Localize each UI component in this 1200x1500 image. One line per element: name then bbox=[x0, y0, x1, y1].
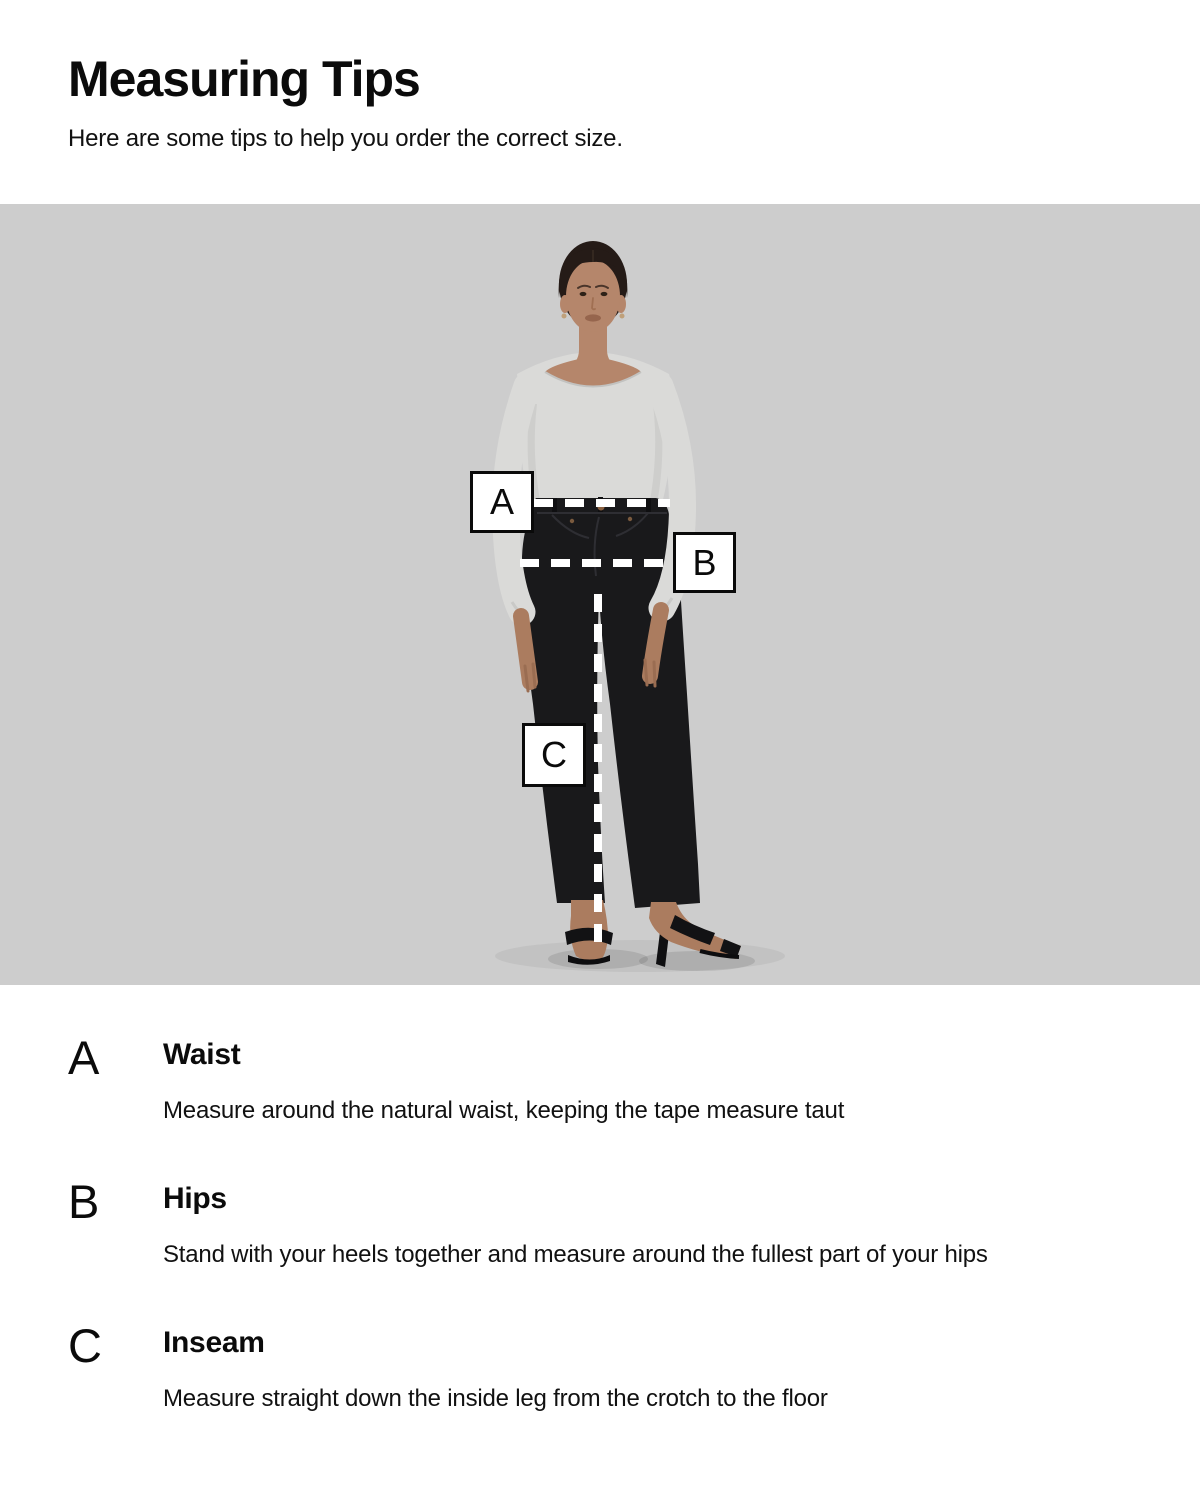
inseam-marker-letter: C bbox=[541, 734, 567, 775]
tip-letter: C bbox=[68, 1319, 102, 1372]
tips-list bbox=[68, 1031, 1148, 1468]
tip-body bbox=[163, 1324, 1148, 1414]
page-title: Measuring Tips bbox=[68, 51, 420, 107]
size-guide-photo bbox=[0, 204, 1200, 985]
tip-name: Inseam bbox=[163, 1326, 265, 1359]
tip-letter: A bbox=[68, 1031, 100, 1084]
page-subtitle: Here are some tips to help you order the correct size. bbox=[68, 125, 623, 152]
tip-description: Stand with your heels together and measure around the fullest part of your hips bbox=[163, 1241, 988, 1268]
tip-body bbox=[163, 1036, 1148, 1126]
hips-marker-letter: B bbox=[692, 541, 717, 583]
tip-description: Measure straight down the inside leg from the crotch to the floor bbox=[163, 1385, 828, 1412]
tip-row-waist bbox=[68, 1031, 1148, 1126]
inseam-marker-box bbox=[522, 723, 586, 787]
tip-row-inseam bbox=[68, 1319, 1148, 1414]
tip-description: Measure around the natural waist, keeping the tape measure taut bbox=[163, 1097, 845, 1124]
waist-marker-letter: A bbox=[489, 481, 514, 522]
tip-name: Waist bbox=[163, 1038, 241, 1071]
tip-name: Hips bbox=[163, 1182, 227, 1215]
tip-letter: B bbox=[68, 1175, 100, 1228]
model-illustration bbox=[0, 204, 1200, 985]
waist-marker-box bbox=[470, 471, 534, 533]
tip-row-hips bbox=[68, 1175, 1148, 1270]
tip-body bbox=[163, 1180, 1148, 1270]
header bbox=[68, 52, 1148, 154]
hips-marker-box bbox=[673, 532, 736, 593]
